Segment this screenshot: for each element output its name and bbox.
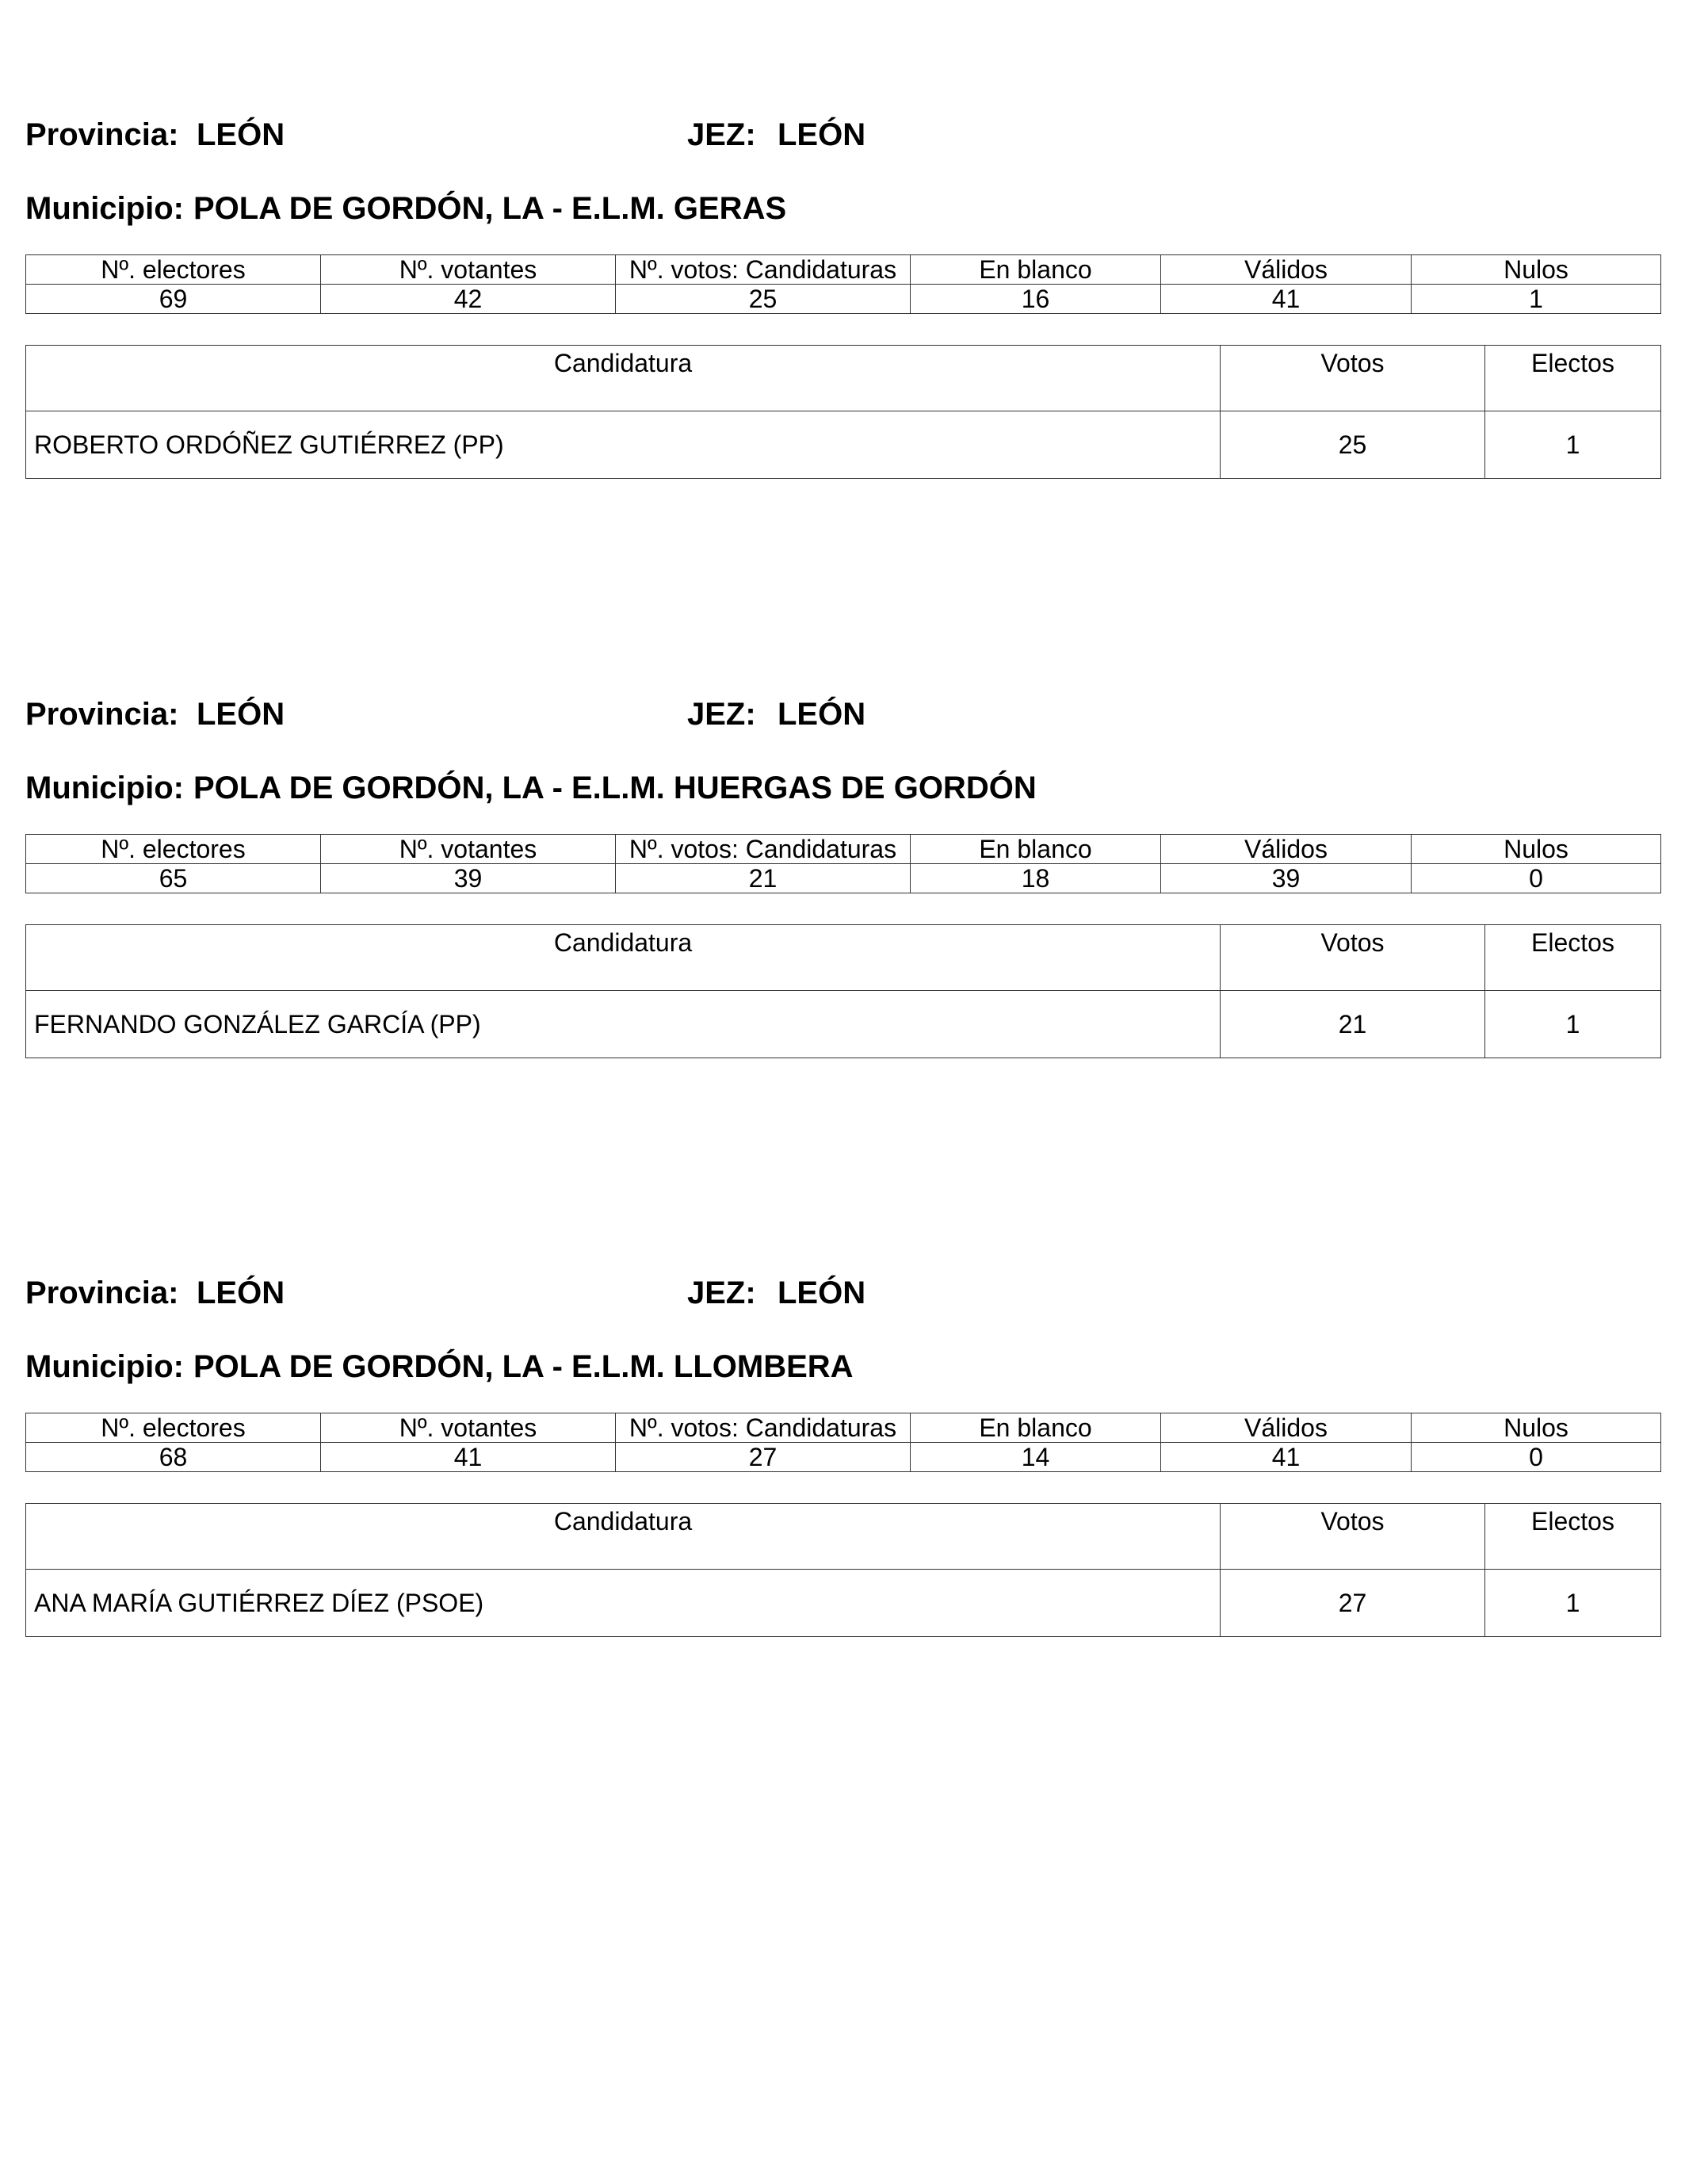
stats-header-cell: Nº. votos: Candidaturas	[616, 1413, 911, 1443]
candidate-electos: 1	[1485, 991, 1661, 1058]
stats-table	[25, 1413, 1661, 1472]
stats-header-cell: Nº. electores	[26, 255, 321, 285]
stats-header-cell: En blanco	[911, 835, 1161, 864]
jez-value: LEÓN	[778, 697, 866, 732]
candidate-electos: 1	[1485, 1570, 1661, 1637]
stats-value-cell: 1	[1412, 285, 1661, 314]
candidates-table	[25, 345, 1661, 479]
provincia-label: Provincia:	[25, 697, 179, 732]
candidate-votos: 25	[1221, 411, 1485, 479]
stats-header-cell: En blanco	[911, 255, 1161, 285]
stats-value-cell: 41	[321, 1443, 616, 1472]
votos-header: Votos	[1221, 1504, 1485, 1570]
stats-header-cell: Nº. votantes	[321, 835, 616, 864]
stats-value-row	[26, 864, 1661, 893]
municipio-line	[25, 764, 1037, 812]
stats-header-row	[26, 835, 1661, 864]
stats-value-cell: 41	[1161, 285, 1412, 314]
candidatura-header: Candidatura	[26, 346, 1221, 411]
candidate-row	[26, 1570, 1661, 1637]
stats-value-cell: 16	[911, 285, 1161, 314]
municipio-line	[25, 185, 786, 232]
candidates-header-row	[26, 925, 1661, 991]
stats-value-cell: 39	[321, 864, 616, 893]
stats-table	[25, 254, 1661, 314]
stats-header-cell: Nº. votos: Candidaturas	[616, 255, 911, 285]
stats-header-cell: En blanco	[911, 1413, 1161, 1443]
candidate-name: ROBERTO ORDÓÑEZ GUTIÉRREZ (PP)	[26, 411, 1221, 479]
stats-header-cell: Nulos	[1412, 835, 1661, 864]
stats-value-cell: 65	[26, 864, 321, 893]
candidate-row	[26, 411, 1661, 479]
candidate-row	[26, 991, 1661, 1058]
municipio-value: POLA DE GORDÓN, LA - E.L.M. GERAS	[193, 191, 787, 226]
candidate-name: ANA MARÍA GUTIÉRREZ DÍEZ (PSOE)	[26, 1570, 1221, 1637]
jez-value: LEÓN	[778, 1276, 866, 1310]
votos-header: Votos	[1221, 925, 1485, 991]
candidatura-header: Candidatura	[26, 1504, 1221, 1570]
election-section	[25, 1269, 1660, 1617]
stats-value-cell: 25	[616, 285, 911, 314]
stats-header-cell: Nº. electores	[26, 1413, 321, 1443]
stats-header-cell: Nulos	[1412, 255, 1661, 285]
municipio-label: Municipio:	[25, 191, 184, 226]
stats-value-cell: 21	[616, 864, 911, 893]
jez-label: JEZ:	[687, 697, 756, 732]
municipio-line	[25, 1343, 854, 1390]
header-line	[25, 1269, 1660, 1317]
provincia-label: Provincia:	[25, 1276, 179, 1310]
stats-header-cell: Nº. electores	[26, 835, 321, 864]
candidate-votos: 27	[1221, 1570, 1485, 1637]
stats-header-cell: Nulos	[1412, 1413, 1661, 1443]
stats-value-row	[26, 1443, 1661, 1472]
stats-header-cell: Válidos	[1161, 835, 1412, 864]
candidates-header-row	[26, 346, 1661, 411]
candidates-table	[25, 924, 1661, 1058]
stats-value-cell: 27	[616, 1443, 911, 1472]
election-section	[25, 111, 1660, 459]
provincia-value: LEÓN	[197, 697, 285, 732]
electos-header: Electos	[1485, 1504, 1661, 1570]
municipio-value: POLA DE GORDÓN, LA - E.L.M. LLOMBERA	[193, 1349, 854, 1384]
stats-value-cell: 0	[1412, 1443, 1661, 1472]
stats-value-row	[26, 285, 1661, 314]
election-section	[25, 690, 1660, 1038]
candidate-electos: 1	[1485, 411, 1661, 479]
stats-table	[25, 834, 1661, 893]
provincia-label: Provincia:	[25, 117, 179, 152]
municipio-label: Municipio:	[25, 771, 184, 805]
jez-value: LEÓN	[778, 117, 866, 152]
stats-header-cell: Válidos	[1161, 1413, 1412, 1443]
stats-header-row	[26, 1413, 1661, 1443]
municipio-label: Municipio:	[25, 1349, 184, 1384]
stats-value-cell: 69	[26, 285, 321, 314]
stats-value-cell: 68	[26, 1443, 321, 1472]
jez-label: JEZ:	[687, 117, 756, 152]
stats-header-cell: Nº. votantes	[321, 255, 616, 285]
electos-header: Electos	[1485, 346, 1661, 411]
stats-header-cell: Nº. votos: Candidaturas	[616, 835, 911, 864]
stats-value-cell: 14	[911, 1443, 1161, 1472]
stats-value-cell: 41	[1161, 1443, 1412, 1472]
electos-header: Electos	[1485, 925, 1661, 991]
municipio-value: POLA DE GORDÓN, LA - E.L.M. HUERGAS DE GORDÓN	[193, 771, 1037, 805]
candidatura-header: Candidatura	[26, 925, 1221, 991]
stats-value-cell: 18	[911, 864, 1161, 893]
header-line	[25, 690, 1660, 738]
header-line	[25, 111, 1660, 159]
stats-header-cell: Nº. votantes	[321, 1413, 616, 1443]
stats-header-cell: Válidos	[1161, 255, 1412, 285]
provincia-value: LEÓN	[197, 117, 285, 152]
stats-value-cell: 0	[1412, 864, 1661, 893]
votos-header: Votos	[1221, 346, 1485, 411]
candidates-header-row	[26, 1504, 1661, 1570]
stats-value-cell: 42	[321, 285, 616, 314]
candidates-table	[25, 1503, 1661, 1637]
candidate-name: FERNANDO GONZÁLEZ GARCÍA (PP)	[26, 991, 1221, 1058]
stats-value-cell: 39	[1161, 864, 1412, 893]
stats-header-row	[26, 255, 1661, 285]
jez-label: JEZ:	[687, 1276, 756, 1310]
candidate-votos: 21	[1221, 991, 1485, 1058]
provincia-value: LEÓN	[197, 1276, 285, 1310]
